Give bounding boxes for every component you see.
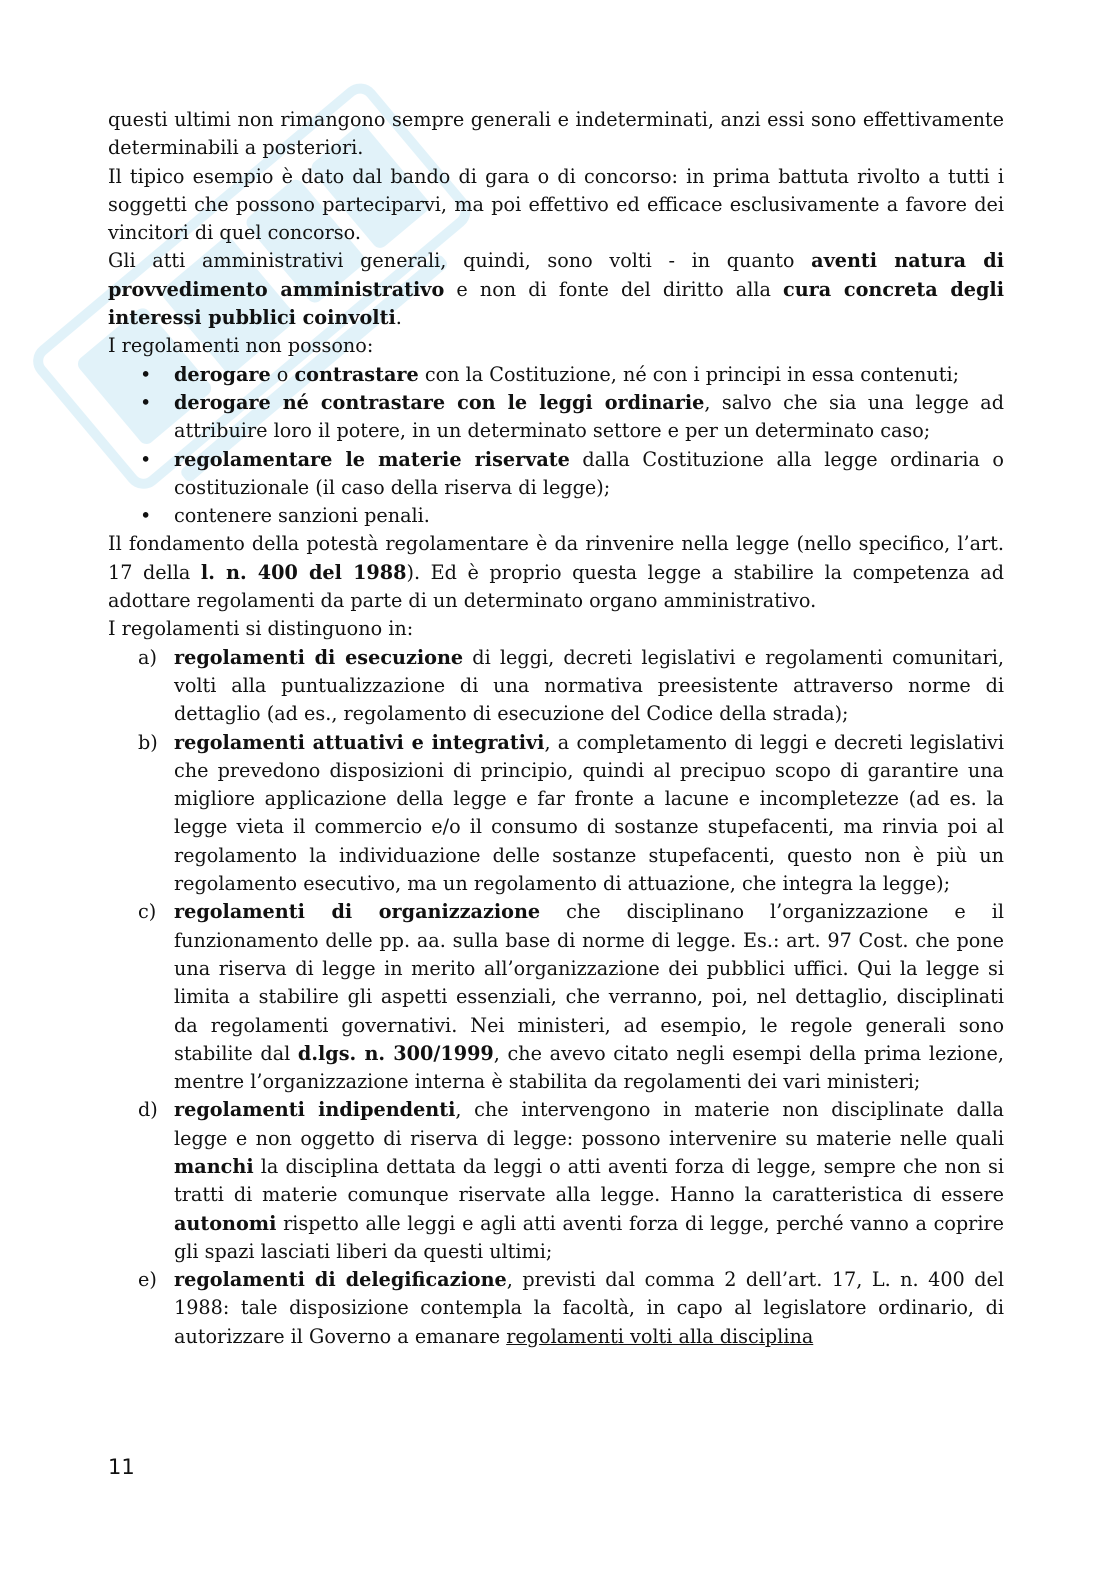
list-item bbox=[138, 898, 1004, 1096]
text: , che avevo citato negli esempi della prima lezione, mentre l’organizzazione interna è stabilita da regolamenti dei vari ministeri; bbox=[174, 1041, 1004, 1094]
paragraph: I regolamenti non possono: bbox=[108, 334, 374, 358]
text: , salvo che sia una legge ad attribuire loro il potere, in un determinato settore e per un determinato caso; bbox=[174, 390, 1004, 443]
text: dalla Costituzione alla legge ordinaria o costituzionale (il caso della riserva di legge); bbox=[174, 447, 1004, 499]
bullet-icon: • bbox=[140, 362, 152, 386]
bold-text: contrastare bbox=[294, 362, 419, 386]
bold-text: aventi natura di provvedimento amministrativo bbox=[108, 249, 1005, 301]
bold-text: regolamenti di organizzazione bbox=[174, 900, 541, 924]
paragraph: questi ultimi non rimangono sempre generali e indeterminati, anzi essi sono effettivamente determinabili a posteriori. bbox=[108, 108, 1004, 160]
bold-text: regolamenti attuativi e integrativi bbox=[174, 730, 545, 754]
list-item bbox=[138, 1266, 1004, 1351]
text: e non di fonte del diritto alla bbox=[444, 277, 784, 301]
page-number: 11 bbox=[108, 1455, 135, 1479]
bold-text: regolamenti di esecuzione bbox=[174, 645, 464, 669]
paragraph bbox=[108, 530, 1004, 615]
list-item bbox=[140, 389, 1004, 446]
bold-text: regolamenti indipendenti bbox=[174, 1098, 456, 1122]
list-item bbox=[138, 729, 1005, 899]
bold-text: autonomi bbox=[174, 1211, 277, 1235]
text: , che intervengono in materie non disciplinate dalla legge e non oggetto di riserva di legge: possono intervenire su materie nelle quali bbox=[174, 1098, 1004, 1150]
list-item bbox=[140, 446, 1004, 503]
list-item bbox=[140, 502, 1004, 530]
text: di leggi, decreti legislativi e regolamenti comunitari, volti alla puntualizzazione di una normativa preesistente attraverso norme di dettaglio (ad es., regolamento di esecuzione del Codice della strada); bbox=[174, 645, 1004, 726]
text: la disciplina dettata da leggi o atti aventi forza di legge, sempre che non si tratti di materie comunque riservate alla legge. Hanno la caratteristica di essere bbox=[174, 1154, 1004, 1207]
bold-text: manchi bbox=[174, 1154, 254, 1178]
list-marker: d) bbox=[138, 1098, 158, 1122]
list-marker: e) bbox=[138, 1268, 157, 1292]
text: . bbox=[395, 306, 402, 330]
bold-text: l. n. 400 del 1988 bbox=[200, 560, 407, 584]
bullet-icon: • bbox=[140, 390, 152, 414]
list-item bbox=[140, 361, 1004, 389]
underlined-text: regolamenti volti alla disciplina bbox=[506, 1324, 814, 1348]
text: con la Costituzione, né con i principi in essa contenuti; bbox=[418, 362, 960, 386]
text: Gli atti amministrativi generali, quindi, sono volti - in quanto bbox=[108, 249, 812, 273]
text: contenere sanzioni penali. bbox=[174, 504, 430, 528]
bullet-list bbox=[108, 361, 1004, 531]
bold-text: regolamentare le materie riservate bbox=[174, 447, 570, 471]
bold-text: cura concreta degli interessi pubblici coinvolti bbox=[108, 277, 1004, 330]
bold-text: d.lgs. n. 300/1999 bbox=[297, 1041, 494, 1065]
text: rispetto alle leggi e agli atti aventi forza di legge, perché vanno a coprire gli spazi lasciati liberi da questi ultimi; bbox=[174, 1211, 1004, 1263]
bold-text: regolamenti di delegificazione bbox=[174, 1268, 507, 1292]
text: , previsti dal comma 2 dell’art. 17, L. n. 400 del 1988: tale disposizione contempla la facoltà, in capo al legislatore ordinario, di autorizzare il Governo a emanare bbox=[174, 1268, 1004, 1348]
document-body bbox=[108, 106, 1004, 1351]
text: o bbox=[270, 362, 295, 386]
paragraph bbox=[108, 247, 1004, 332]
bold-text: derogare né contrastare con le leggi ordinarie bbox=[174, 390, 705, 414]
paragraph: I regolamenti si distinguono in: bbox=[108, 617, 414, 641]
bold-text: derogare bbox=[174, 362, 271, 386]
list-item bbox=[138, 1096, 1004, 1266]
bullet-icon: • bbox=[140, 504, 152, 528]
list-marker: c) bbox=[138, 900, 157, 924]
text: che disciplinano l’organizzazione e il funzionamento delle pp. aa. sulla base di norme di legge. Es.: art. 97 Cost. che pone una riserva di legge in merito all’organizzazione dei pubblici uffici. Qui la legge si limita a stabilire gli aspetti essenziali, che verranno, poi, nel dettaglio, disciplinati da regolamenti governativi. Nei ministeri, ad esempio, le regole generali sono stabilite dal bbox=[174, 900, 1004, 1065]
paragraph: Il tipico esempio è dato dal bando di gara o di concorso: in prima battuta rivolto a tutti i soggetti che possono parteciparvi, ma poi effettivo ed efficace esclusivamente a favore dei vincitori di quel concorso. bbox=[108, 164, 1004, 245]
text: ). Ed è proprio questa legge a stabilire la competenza ad adottare regolamenti da parte di un determinato organo amministrativo. bbox=[108, 560, 1004, 613]
bullet-icon: • bbox=[140, 447, 152, 471]
list-item bbox=[138, 644, 1004, 729]
regulation-types-list bbox=[108, 644, 1004, 1351]
text: Il fondamento della potestà regolamentare è da rinvenire nella legge (nello specifico, l’art. 17 della bbox=[108, 532, 1004, 584]
list-marker: b) bbox=[138, 730, 158, 754]
text: , a completamento di leggi e decreti legislativi che prevedono disposizioni di principio, quindi al precipuo scopo di garantire una migliore applicazione della legge e far fronte a lacune e incompletezze (ad es. la legge vieta il commercio e/o il consumo di sostanze stupefacenti, ma rinvia poi al regolamento la individuazione delle sostanze stupefacenti, questo non è più un regolamento esecutivo, ma un regolamento di attuazione, che integra la legge); bbox=[174, 730, 1005, 896]
list-marker: a) bbox=[138, 645, 157, 669]
